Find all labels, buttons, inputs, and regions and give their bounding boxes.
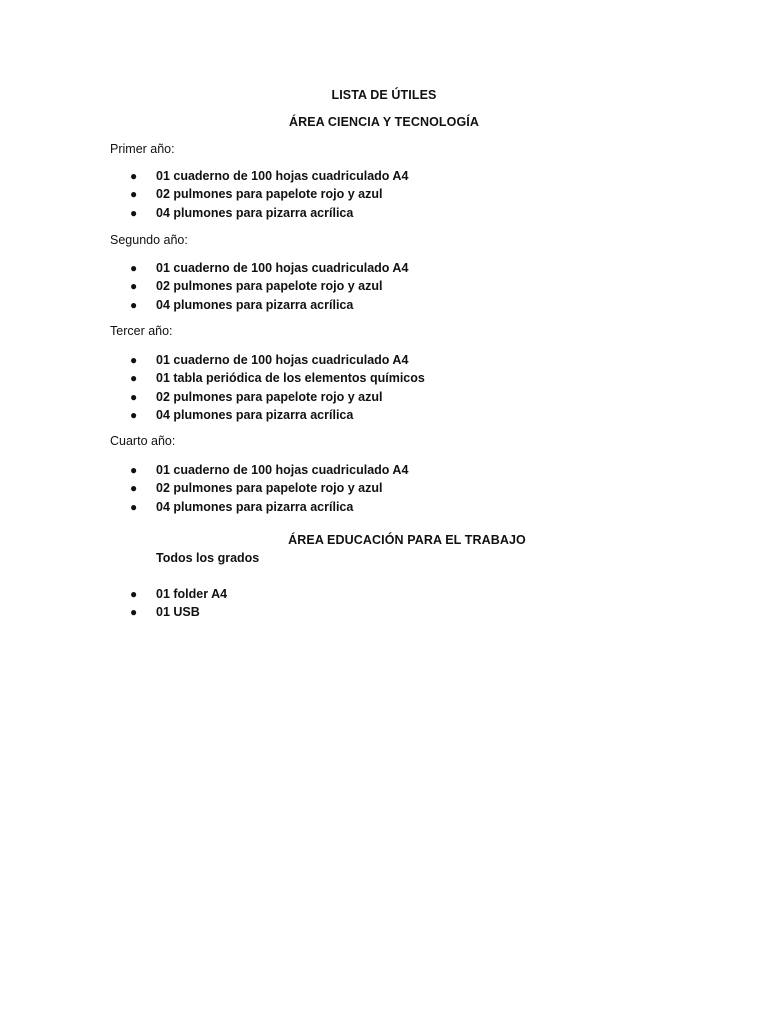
bullet-icon: ● [130,169,138,183]
bullet-icon: ● [130,297,138,312]
bullet-icon: ● [130,187,138,202]
bullet-icon: ● [130,353,138,367]
bullet-icon: ● [130,605,138,620]
bullet-icon: ● [130,261,138,275]
year-label-cuarto: Cuarto año: [110,434,176,448]
area-ciencia-heading: ÁREA CIENCIA Y TECNOLOGÍA [288,115,480,129]
document-title: LISTA DE ÚTILES [331,88,437,102]
bullet-icon: ● [130,481,138,496]
year-label-segundo: Segundo año: [110,233,188,247]
todos-los-grados-label: Todos los grados [156,551,260,565]
area-educacion-heading: ÁREA EDUCACIÓN PARA EL TRABAJO [288,533,526,547]
document-page: LISTA DE ÚTILES ÁREA CIENCIA Y TECNOLOGÍA Primer año: ● 01 cuaderno de 100 hojas cuadriculado A4 ● 02 pulmones para papelote rojo y azul ● 04 plumones para pizarra acrílica Segundo año: ● 01 cuaderno de 100 hojas cuadriculado A4 ● 02 pulmones para papelote rojo y azul ● 04 plumones para pizarra acrílica Tercer año: ● 01 cuaderno de 100 hojas cuadriculado A4 ● 01 tabla periódica de los elementos químicos ● 02 pulmones para papelote rojo y azul ● 04 plumones para pizarra acrílica Cuarto año: ● 01 cuaderno de 100 hojas cuadriculado A4 ● 02 pulmones para papelote rojo y azul ● 04 plumones para pizarra acrílica ÁREA EDUCACIÓN PARA EL TRABAJO Todos los grados ● 01 folder A4 ● 01 USB [0,0,768,1024]
bullet-icon: ● [130,499,138,514]
bullet-icon: ● [130,279,138,294]
bullet-icon: ● [130,463,138,477]
bullet-icon: ● [130,407,138,422]
bullet-icon: ● [130,587,138,601]
bullet-icon: ● [130,371,138,386]
year-label-tercer: Tercer año: [110,324,173,338]
bullet-icon: ● [130,205,138,220]
bullet-icon: ● [130,389,138,404]
year-label-primer: Primer año: [110,142,175,156]
